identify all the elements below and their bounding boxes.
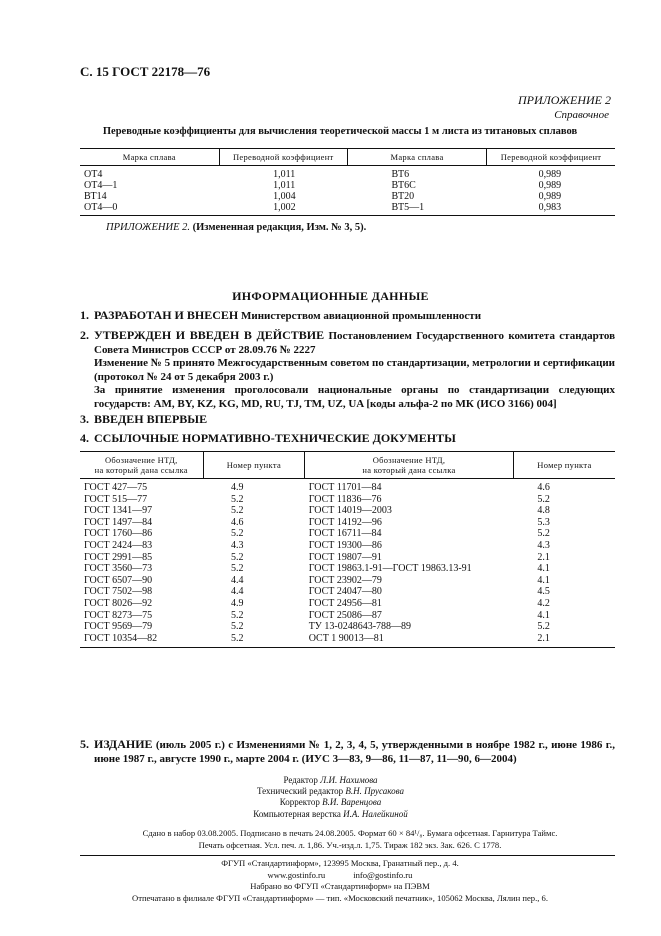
cell: 0,983 (538, 202, 562, 213)
imprint-line-2: Печать офсетная. Усл. печ. л. 1,86. Уч.-изд.л. 1,75. Тираж 182 экз. Зак. 626. С 1778. (198, 839, 502, 850)
imprint-print-info (60, 828, 640, 851)
cell: 4.6 (537, 482, 550, 493)
cell: ГОСТ 515—77 (84, 493, 148, 505)
cell: 4.3 (231, 539, 244, 551)
cell: 4.5 (537, 586, 550, 598)
credit-corrector: Корректор В.И. Варенцова (279, 797, 382, 808)
change-text: Изменение № 5 принято Межгосударственным советом по стандартизации, метрологии и сертификации (протокол № 24 от 5 декабря 2003 г.) (94, 357, 615, 383)
cell: ВТ6 (391, 169, 410, 180)
column-header: Обозначение НТД, на который дана ссылка (305, 452, 514, 479)
imprint-contacts (40, 870, 640, 882)
info-heading: ИНФОРМАЦИОННЫЕ ДАННЫЕ (232, 289, 429, 303)
section-heading: ССЫЛОЧНЫЕ НОРМАТИВНО-ТЕХНИЧЕСКИЕ ДОКУМЕНТЫ (94, 431, 456, 445)
note-text: (Измененная редакция, Изм. № 3, 5). (192, 222, 367, 233)
section-heading: ВВЕДЕН ВПЕРВЫЕ (94, 412, 208, 426)
cell: ГОСТ 2991—85 (84, 551, 153, 563)
cell: ГОСТ 7502—98 (84, 586, 153, 598)
cell: 5.3 (537, 516, 550, 528)
table-row (80, 552, 615, 564)
imprint-publisher (40, 858, 640, 904)
appendix-title: ПРИЛОЖЕНИЕ 2 (518, 93, 611, 107)
cell: 0,989 (538, 191, 562, 202)
section-number: 3. (80, 412, 89, 426)
cell: 5.2 (231, 505, 244, 517)
section-3 (80, 413, 615, 427)
column-header: Марка сплава (347, 149, 486, 166)
column-header: Переводной коэффициент (219, 149, 347, 166)
cell: ГОСТ 19807—91 (308, 551, 382, 563)
cell: ОТ4—1 (84, 180, 118, 191)
cell: ГОСТ 24047—80 (308, 586, 382, 598)
cell: ГОСТ 23902—79 (308, 574, 382, 586)
cell: 4.4 (231, 574, 244, 586)
cell: ГОСТ 1760—86 (84, 528, 153, 540)
cell: ГОСТ 8273—75 (84, 609, 153, 621)
references-table (80, 451, 615, 648)
section-heading: ИЗДАНИЕ (94, 737, 153, 751)
cell: 5.2 (231, 632, 244, 644)
credit-editor: Редактор Л.И. Нахимова (283, 775, 378, 785)
table-row (80, 586, 615, 598)
cell: 4.1 (537, 574, 550, 586)
imprint-line-6: Отпечатано в филиале ФГУП «Стандартинформ» — тип. «Московский печатник», 105062 Москва, Лялин пер., 6. (131, 892, 548, 903)
cell: ВТ6С (391, 180, 416, 191)
cell: ГОСТ 3560—73 (84, 563, 153, 575)
cell: 5.2 (231, 551, 244, 563)
website-link[interactable]: www.gostinfo.ru (267, 869, 326, 880)
imprint-line-1: Сдано в набор 03.08.2005. Подписано в печать 24.08.2005. Формат 60 × 84¹/₈. Бумага офсетная. Гарнитура Таймс. (142, 828, 558, 838)
cell: 1,002 (273, 202, 296, 213)
cell: 4.4 (231, 586, 244, 598)
cell: ГОСТ 9569—79 (84, 621, 153, 633)
imprint-divider (80, 855, 615, 856)
email-link[interactable]: info@gostinfo.ru (353, 869, 413, 880)
cell: 2.1 (537, 632, 550, 644)
cell: ГОСТ 8026—92 (84, 597, 153, 609)
cell: 4.1 (537, 609, 550, 621)
cell: ГОСТ 11701—84 (308, 482, 382, 493)
table-row (80, 180, 615, 191)
cell: ГОСТ 19300—86 (308, 539, 382, 551)
cell: ГОСТ 1497—84 (84, 516, 153, 528)
page-header: С. 15 ГОСТ 22178—76 (80, 64, 211, 79)
cell: ОСТ 1 90013—81 (308, 632, 384, 644)
cell: 1,011 (273, 169, 296, 180)
table-row (80, 528, 615, 540)
cell: ГОСТ 1341—97 (84, 505, 153, 517)
conversion-coefficients-table (80, 148, 615, 216)
cell: ВТ5—1 (391, 202, 425, 213)
section-number: 1. (80, 308, 89, 322)
imprint-line-5: Набрано во ФГУП «Стандартинформ» на ПЭВМ (250, 881, 430, 891)
cell: ГОСТ 2424—83 (84, 539, 153, 551)
table-row (80, 202, 615, 216)
cell: 5.2 (231, 621, 244, 633)
cell: ГОСТ 10354—82 (84, 632, 158, 644)
credit-layout: Компьютерная верстка И.А. Налейкиной (253, 808, 408, 819)
table-row (80, 540, 615, 552)
section-heading: РАЗРАБОТАН И ВНЕСЕН (94, 308, 239, 322)
cell: 1,004 (273, 191, 296, 202)
cell: ГОСТ 14019—2003 (308, 505, 392, 517)
cell: 5.2 (231, 563, 244, 575)
cell: 5.2 (537, 493, 550, 505)
section-heading: УТВЕРЖДЕН И ВВЕДЕН В ДЕЙСТВИЕ (94, 328, 325, 342)
table-row (80, 505, 615, 517)
table-row (80, 610, 615, 622)
section-1 (80, 309, 615, 324)
section-text: (июль 2005 г.) с Изменениями № 1, 2, 3, 4, 5, утвержденными в ноябре 1982 г., июне 1986 г., июне 1987 г., августе 1990 г., марте 2004 г. (ИУС 3—83, 9—86, 11—87, 11—90, 6—2004) (94, 739, 616, 765)
cell: 0,989 (538, 169, 562, 180)
section-4 (80, 432, 615, 446)
cell: 5.2 (231, 609, 244, 621)
section-text: Постановлением Государственного комитета стандартов Совета Министров СССР от 28.09.76 № 2227 (94, 330, 616, 356)
table-row (80, 563, 615, 575)
section-text: Министерством авиационной промышленности (240, 310, 482, 322)
cell: ОТ4—0 (84, 202, 118, 213)
table-header-row (80, 452, 615, 479)
cell: 4.2 (537, 597, 550, 609)
cell: 5.2 (537, 528, 550, 540)
cell: 5.2 (537, 621, 550, 633)
cell: ГОСТ 24956—81 (308, 597, 382, 609)
cell: 5.2 (231, 528, 244, 540)
column-header: Номер пункта (203, 452, 305, 479)
table-row (80, 494, 615, 506)
note-label: ПРИЛОЖЕНИЕ 2. (106, 222, 190, 233)
credit-tech-editor: Технический редактор В.Н. Прусакова (256, 786, 405, 797)
votes-text: За принятие изменения проголосовали национальные органы по стандартизации следующих государств: AM, BY, KZ, KG, MD, RU, TJ, TM, UZ, UA [коды альфа-2 по МК (ИСО 3166) 004] (94, 384, 615, 410)
section-number: 4. (80, 431, 89, 445)
cell: ТУ 13-0248643-788—89 (308, 621, 412, 633)
cell: ГОСТ 16711—84 (308, 528, 382, 540)
cell: ГОСТ 6507—90 (84, 574, 153, 586)
cell: ВТ20 (391, 191, 415, 202)
cell: 4.9 (231, 597, 244, 609)
cell: ГОСТ 427—75 (84, 482, 148, 493)
cell: 4.9 (231, 482, 244, 493)
cell: 4.1 (537, 563, 550, 575)
section-number: 5. (80, 737, 89, 751)
cell: 0,989 (538, 180, 562, 191)
column-header: Обозначение НТД, на который дана ссылка (80, 452, 203, 479)
editorial-credits (0, 775, 661, 820)
table-row (80, 633, 615, 648)
cell: 4.6 (231, 516, 244, 528)
cell: ГОСТ 11836—76 (308, 493, 382, 505)
cell: ВТ14 (84, 191, 107, 202)
cell: 5.2 (231, 493, 244, 505)
cell: 2.1 (537, 551, 550, 563)
table-row (80, 598, 615, 610)
column-header: Номер пункта (513, 452, 615, 479)
cell: ГОСТ 19863.1-91—ГОСТ 19863.13-91 (308, 563, 472, 575)
table-row (80, 517, 615, 529)
cell: 1,011 (273, 180, 296, 191)
section-number: 2. (80, 328, 89, 342)
section-2 (80, 329, 615, 412)
appendix-note (106, 222, 366, 233)
table-row (80, 191, 615, 202)
cell: 4.3 (537, 539, 550, 551)
table-row (80, 575, 615, 587)
cell: ГОСТ 14192—96 (308, 516, 382, 528)
column-header: Переводной коэффициент (487, 149, 615, 166)
imprint-line-3: ФГУП «Стандартинформ», 123995 Москва, Гранатный пер., д. 4. (221, 858, 459, 868)
table-row (80, 166, 615, 181)
table-header-row (80, 149, 615, 166)
table-row (80, 621, 615, 633)
appendix-caption: Переводные коэффициенты для вычисления теоретической массы 1 м листа из титановых сплавов (102, 126, 578, 137)
table-row (80, 479, 615, 494)
references-table-body (80, 479, 615, 648)
cell: ГОСТ 25086—87 (308, 609, 382, 621)
cell: 4.8 (537, 505, 550, 517)
cell: ОТ4 (84, 169, 103, 180)
appendix-subtitle: Справочное (554, 109, 609, 121)
column-header: Марка сплава (80, 149, 219, 166)
section-5 (80, 738, 615, 766)
